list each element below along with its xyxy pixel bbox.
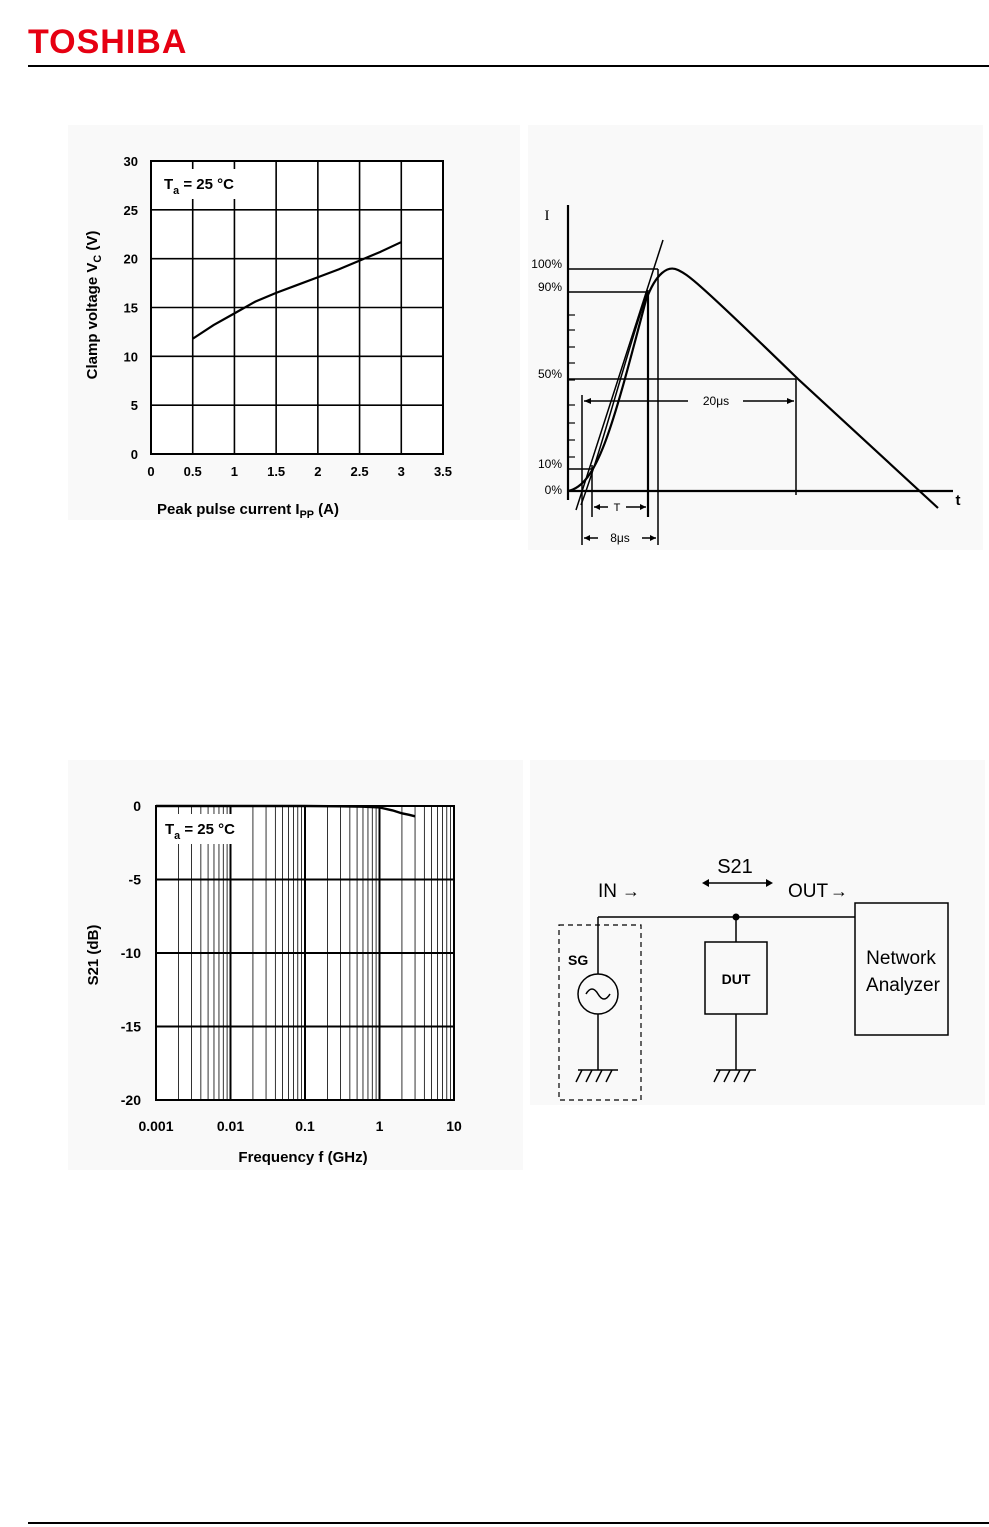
level-label: 10%	[537, 457, 562, 471]
y-tick-label: -5	[128, 871, 141, 888]
x-axis-label	[157, 501, 339, 520]
duration-20us-label: 20μs	[702, 394, 730, 408]
pulse-waveform-diagram	[528, 125, 983, 550]
rise-tangent-line	[576, 240, 663, 510]
ground-hatch	[606, 1070, 612, 1082]
arrow-head	[766, 879, 773, 887]
y-tick-label: 0	[130, 447, 138, 462]
ambient-temp-annotation-part: T	[165, 821, 175, 838]
x-axis-label-part: Peak pulse current I	[157, 501, 300, 518]
in-arrow: →	[622, 881, 640, 901]
ground-hatch	[586, 1070, 592, 1082]
waveform-panel	[528, 125, 983, 550]
s21-test-circuit	[530, 760, 985, 1105]
ambient-temp-annotation-part: a	[173, 185, 180, 197]
y-tick-label: 10	[123, 349, 138, 365]
y-tick-label: 20	[123, 251, 138, 267]
x-axis-label-part: (A)	[313, 501, 339, 518]
arrow-head	[650, 535, 656, 541]
dut-label: DUT	[721, 971, 751, 987]
pulse-curve	[568, 269, 938, 508]
duration-T-label: T	[613, 502, 621, 514]
s21-chart-panel	[68, 760, 523, 1170]
ground-hatch	[576, 1070, 582, 1082]
x-tick-label: 2.5	[350, 464, 369, 479]
x-axis-label: Frequency f (GHz)	[238, 1149, 368, 1166]
x-tick-label: 0.1	[295, 1118, 315, 1134]
x-tick-label: 1	[375, 1118, 384, 1134]
ground-hatch	[744, 1070, 750, 1082]
s21-chart	[68, 760, 523, 1170]
ambient-temp-annotation-part: = 25 °C	[179, 176, 234, 193]
x-tick-label: 3.5	[433, 464, 453, 479]
x-tick-label: 1.5	[267, 464, 286, 479]
ground-hatch	[596, 1070, 602, 1082]
ground-hatch	[724, 1070, 730, 1082]
y-tick-label: 15	[123, 300, 138, 316]
s21-label: S21	[717, 856, 753, 878]
y-tick-label: 30	[123, 154, 138, 169]
sine-wave-icon	[586, 989, 610, 999]
x-tick-label: 0	[147, 464, 155, 479]
x-tick-label: 1	[230, 464, 239, 479]
circuit-panel	[530, 760, 985, 1105]
x-tick-label: 10	[446, 1118, 462, 1134]
sg-label: SG	[568, 952, 589, 968]
arrow-head	[787, 398, 794, 404]
y-axis-label	[84, 231, 104, 380]
clamp-chart-panel	[68, 125, 520, 520]
y-tick-label: -20	[120, 1092, 141, 1108]
x-tick-label: 0.01	[216, 1118, 245, 1134]
time-axis-label: t	[955, 492, 961, 509]
toshiba-logo: TOSHIBA	[28, 23, 188, 61]
y-tick-label: 0	[133, 798, 141, 814]
y-axis-label: S21 (dB)	[85, 924, 102, 986]
x-axis-label-part: PP	[299, 509, 314, 520]
header-rule	[28, 65, 989, 67]
arrow-head	[702, 879, 709, 887]
arrow-head	[640, 504, 646, 510]
arrow-head	[594, 504, 600, 510]
ground-hatch	[734, 1070, 740, 1082]
network-analyzer-label-2: Analyzer	[866, 975, 940, 996]
level-label: 90%	[537, 280, 562, 294]
ambient-temp-annotation-part: = 25 °C	[180, 821, 235, 838]
y-axis-label-part: (V)	[84, 230, 101, 255]
level-label: 0%	[544, 483, 562, 497]
ambient-temp-annotation-part: T	[164, 176, 174, 193]
footer-rule	[28, 1522, 989, 1524]
out-arrow: →	[830, 881, 848, 901]
network-analyzer-box	[855, 903, 948, 1035]
arrow-head	[584, 535, 590, 541]
network-analyzer-label-1: Network	[866, 948, 936, 969]
y-axis-label-part: C	[92, 254, 104, 263]
clamp-chart	[68, 125, 520, 520]
ambient-temp-annotation-part: a	[174, 830, 181, 842]
out-label: OUT	[788, 881, 829, 902]
in-label: IN	[598, 881, 617, 902]
level-label: 100%	[531, 257, 562, 271]
level-label: 50%	[537, 367, 562, 381]
x-tick-label: 3	[397, 464, 405, 479]
arrow-head	[584, 398, 591, 404]
duration-8us-label: 8μs	[610, 531, 630, 545]
y-tick-label: -10	[120, 945, 141, 961]
y-tick-label: -15	[120, 1018, 141, 1035]
current-axis-label: I	[544, 208, 550, 224]
y-tick-label: 5	[130, 398, 138, 414]
ground-hatch	[714, 1070, 720, 1082]
y-tick-label: 25	[123, 202, 138, 218]
y-axis-label-part: Clamp voltage V	[84, 262, 101, 380]
x-tick-label: 2	[314, 464, 322, 479]
x-tick-label: 0.5	[183, 464, 202, 479]
x-tick-label: 0.001	[138, 1118, 174, 1134]
